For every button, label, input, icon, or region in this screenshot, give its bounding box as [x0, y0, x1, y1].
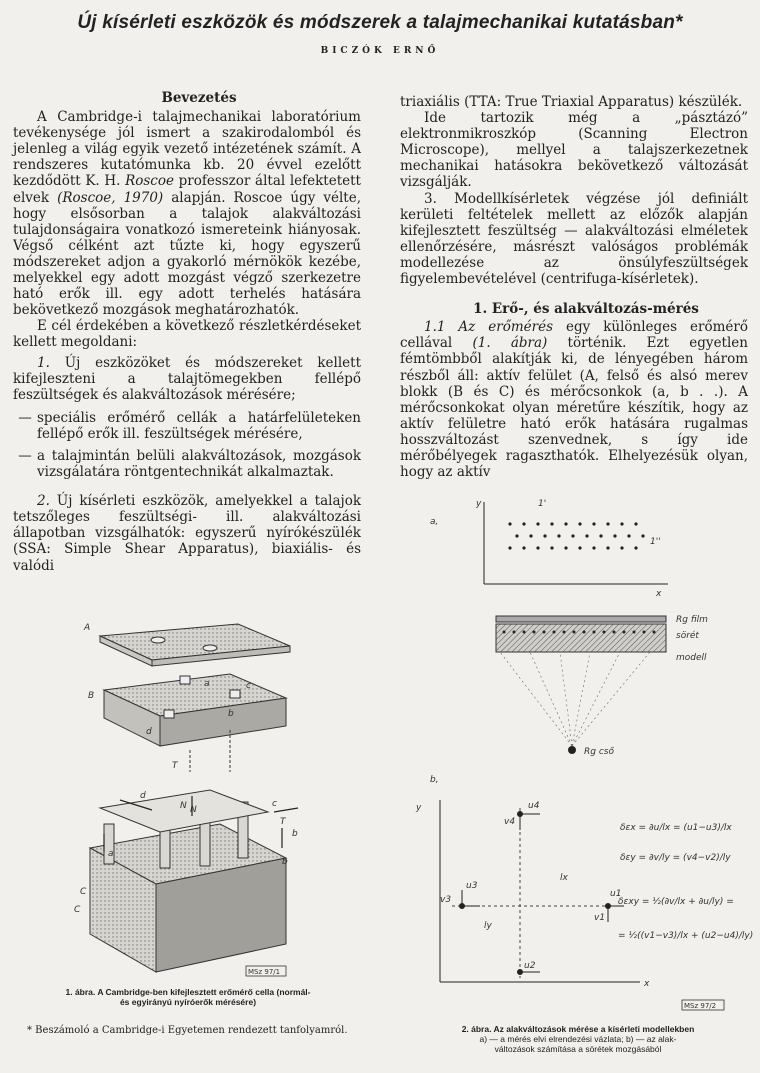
shot-point: [503, 631, 506, 634]
rg-film: [496, 616, 666, 622]
footnote: * Beszámoló a Cambridge-i Egyetemen rendezett tanfolyamról.: [27, 1025, 348, 1036]
figure-2-stamp: MSz 97/2: [684, 1002, 717, 1010]
eq-strain-y: δεy = ∂v/ly = (v4−v2)/ly: [620, 853, 731, 863]
svg-text:y: y: [476, 499, 482, 509]
heading-force-measurement: 1. Erő-, és alakváltozás-mérés: [473, 301, 699, 318]
shot-point: [613, 534, 616, 537]
svg-text:1'': 1'': [650, 537, 661, 547]
svg-text:u1: u1: [610, 889, 622, 899]
shot-point: [553, 631, 556, 634]
shot-point: [593, 631, 596, 634]
shot-point: [508, 522, 511, 525]
shot-point: [592, 546, 595, 549]
shot-point: [643, 631, 646, 634]
svg-text:x: x: [656, 589, 662, 599]
shot-point: [583, 631, 586, 634]
figure-1-label: b: [292, 829, 298, 839]
model-body: [496, 624, 666, 652]
figure-1-label: T: [280, 817, 286, 827]
figure-1-label: N: [190, 805, 197, 815]
shot-point: [515, 534, 518, 537]
shot-point: [578, 522, 581, 525]
svg-text:lx: lx: [560, 873, 568, 883]
shot-point: [599, 534, 602, 537]
figure-2-label-a: a,: [430, 517, 439, 527]
shot-point: [508, 546, 511, 549]
rg-tube: [568, 746, 576, 754]
figure-1-label: c: [272, 799, 277, 809]
shot-point: [620, 522, 623, 525]
figure-1-label: b: [228, 709, 234, 719]
left-column: [13, 90, 361, 574]
right-paragraph-4: 1.1 Az erőmérés egy különleges erőmérő cellával (1. ábra) történik. Ezt egyetlen fémtömbből alakítják ki, de lényegében három részből áll: aktív felület (A, felső és alsó merev blokk (B és C) és mérőcsonkok (a, b . .). A mérőcsonkokat olyan méretűre készítik, hogy az aktív felületre ható erők hatására rugalmas hosszváltozást szenvednek, s így ide mérőbélyegek ragaszthatók. Elhelyezésük olyan, hogy az aktív: [400, 319, 748, 481]
goal-paragraph: E cél érdekében a következő részletkérdéseket kellett megoldani:: [13, 318, 361, 351]
figure-1-label: C: [74, 905, 81, 915]
figure-1-label: C: [80, 887, 87, 897]
eq-shear-2: = ½((v1−v3)/lx + (u2−u4)/ly): [618, 931, 754, 941]
shot-point: [571, 534, 574, 537]
shot-point: [564, 522, 567, 525]
shot-point: [536, 522, 539, 525]
shot-point: [606, 522, 609, 525]
shot-point: [633, 631, 636, 634]
shot-grid: [508, 522, 644, 549]
shot-point: [522, 546, 525, 549]
author: BICZÓK ERNŐ: [320, 46, 440, 56]
svg-text:u4: u4: [528, 801, 540, 811]
shot-point: [573, 631, 576, 634]
list-item-1: 1. Új eszközöket és módszereket kellett kifejleszteni a talajtömegekben fellépő feszültségek és alakváltozások mérésére;: [13, 354, 361, 403]
shot-point: [557, 534, 560, 537]
shot-point: [513, 631, 516, 634]
shot-point: [543, 534, 546, 537]
figure-2-strain-measurement: [400, 492, 756, 1022]
svg-text:u2: u2: [524, 961, 536, 971]
svg-text:sörét: sörét: [676, 631, 699, 641]
shot-point: [634, 546, 637, 549]
shot-point: [627, 534, 630, 537]
list-item-2: 2. Új kísérleti eszközök, amelyekkel a talajok tetszőleges feszültségi- ill. alakváltozási állapotban vizsgálhatók: egyszerű nyírókészülék (SSA: Simple Shear Apparatus), biaxiális- és valódi: [13, 493, 362, 574]
eq-strain-x: δεx = ∂u/lx = (u1−u3)/lx: [620, 823, 732, 833]
shot-point: [603, 631, 606, 634]
figure-1-label: T: [172, 761, 178, 771]
svg-text:u3: u3: [466, 881, 478, 891]
eq-shear: δεxy = ½(∂v/lx + ∂u/ly) =: [618, 897, 734, 907]
shot-point: [523, 631, 526, 634]
figure-1-caption: 1. ábra. A Cambridge-ben kifejlesztett erőmérő cella (normál- és egyirányú nyíróerők mérésére): [65, 987, 311, 1007]
shot-point: [634, 522, 637, 525]
shot-point: [543, 631, 546, 634]
svg-text:Rg film: Rg film: [676, 615, 708, 625]
shot-point: [529, 534, 532, 537]
figure-1-label: d: [146, 727, 152, 737]
svg-text:ly: ly: [484, 921, 492, 931]
shot-point: [653, 631, 656, 634]
figure-1-label: d: [140, 791, 146, 801]
svg-text:y: y: [416, 803, 422, 813]
shot-point: [592, 522, 595, 525]
figure-2-label-b: b,: [430, 775, 439, 785]
shot-point: [623, 631, 626, 634]
shot-point: [606, 546, 609, 549]
figure-1-label: A: [84, 623, 91, 633]
shot-point: [641, 534, 644, 537]
shot-point: [550, 522, 553, 525]
shot-point: [522, 522, 525, 525]
heading-intro: Bevezetés: [161, 90, 237, 106]
svg-text:Rg cső: Rg cső: [584, 747, 614, 757]
shot-point: [563, 631, 566, 634]
intro-paragraph: A Cambridge-i talajmechanikai laboratórium tevékenysége jól ismert a szakirodalomból és jelenleg a világ egyik vezető intézetének számít. A rendszeres kutatómunka kb. 20 évvel ezelőtt kezdődött K. H. Roscoe professzor által lefektetett elvek (Roscoe, 1970) alapján. Roscoe úgy vélte, hogy elsősorban a talajok alakváltozási tulajdonságaira vonatkozó ismereteink hiányosak. Végső célként azt tűzte ki, hogy egyszerű módszereket adjon a gyakorló mérnökök kezébe, melyekkel egy adott mozgást végző szerkezetre ható erők ill. egy adott terhelés hatására bekövetkező mozgások meghatározhatók.: [13, 109, 361, 319]
figure-1-force-cell: [60, 612, 320, 984]
shot-point: [564, 546, 567, 549]
figure-1-label: N: [180, 801, 187, 811]
figure-1-label: a: [108, 849, 114, 859]
svg-text:x: x: [644, 979, 650, 989]
shot-point: [550, 546, 553, 549]
svg-text:v1: v1: [594, 913, 606, 923]
figure-1-label: b: [282, 857, 288, 867]
svg-text:v4: v4: [504, 817, 516, 827]
svg-text:1': 1': [538, 499, 547, 509]
right-column: [400, 94, 748, 480]
shot-point: [533, 631, 536, 634]
right-paragraph-2: Ide tartozik még a „pásztázó” elektronmikroszkóp (Scanning Electron Microscope), mellyel a talajszerkezetnek mechanikai hatásokra bekövetkező változását vizsgálják.: [400, 110, 748, 191]
bullet-item-2: — a talajmintán belüli alakváltozások, mozgások vizsgálatára röntgentechnikát alkalmaztak.: [18, 447, 361, 481]
figure-1-stamp: MSz 97/1: [248, 968, 281, 976]
shot-point: [578, 546, 581, 549]
shot-point: [536, 546, 539, 549]
figure-1-label: a: [204, 679, 210, 689]
svg-text:modell: modell: [676, 653, 707, 663]
article-title: Új kísérleti eszközök és módszerek a talajmechanikai kutatásban*: [77, 12, 683, 33]
shot-point: [620, 546, 623, 549]
right-paragraph-1: triaxiális (TTA: True Triaxial Apparatus) készülék.: [400, 94, 743, 110]
figure-1-label: c: [246, 681, 251, 691]
figure-1-label: B: [88, 691, 95, 701]
figure-2-caption: 2. ábra. Az alakváltozások mérése a kísérleti modellekben a) — a mérés elvi elrendezési vázlata; b) — az alak- változások számítása a sörétek mozgásából: [461, 1024, 695, 1054]
shot-point: [613, 631, 616, 634]
svg-text:v3: v3: [440, 895, 452, 905]
bullet-item-1: — speciális erőmérő cellák a határfelületeken fellépő erők ill. feszültségek mérésére,: [18, 409, 361, 442]
shot-point: [585, 534, 588, 537]
right-paragraph-3: 3. Modellkísérletek végzése jól definiált kerületi feltételek mellett az előzők alapján kifejlesztett feszültség — alakváltozási elméletek ellenőrzésére, másrészt valóságos problémák modellezése az önsúlyfeszültségek figyelembevételével (centrifuga-kísérletek).: [400, 190, 748, 288]
